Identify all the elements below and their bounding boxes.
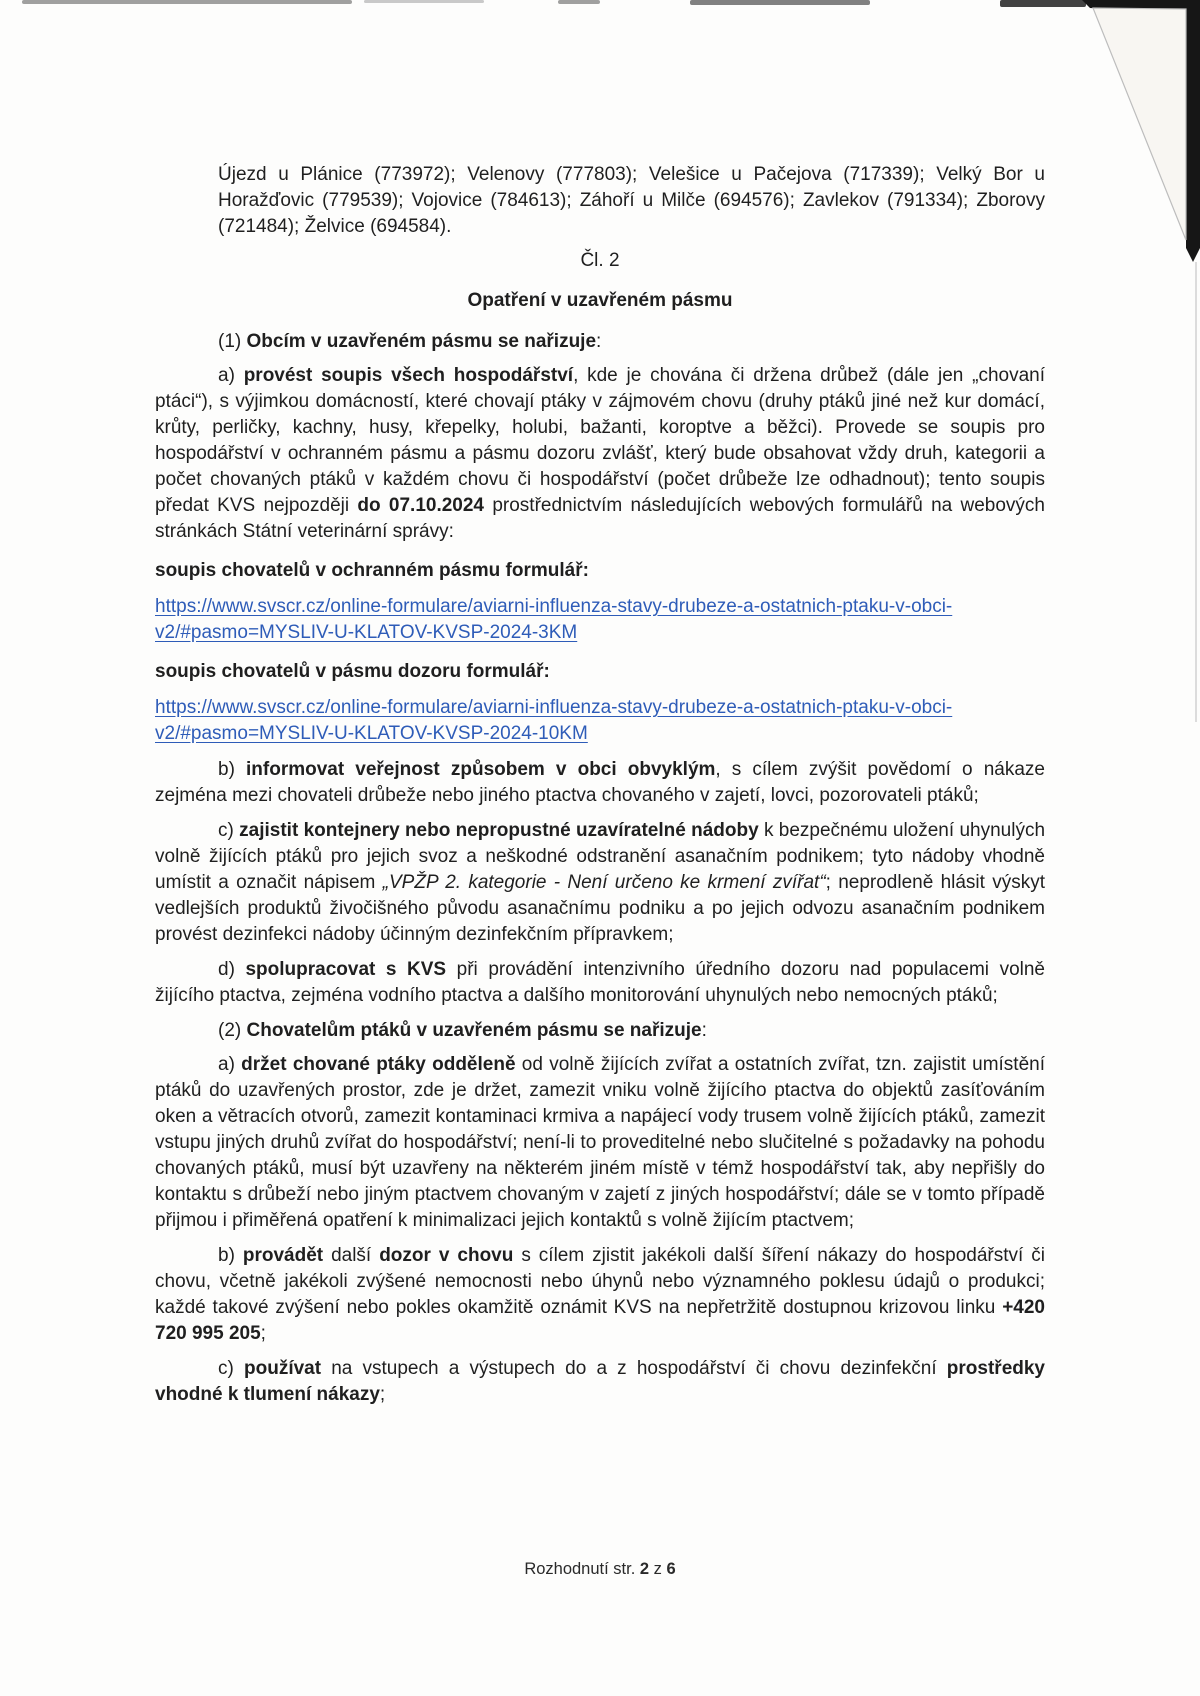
- text-run: ; neprodleně hlásit výskyt vedlejších produktů živočišného původu asanačnímu podniku a po jejich odvozu asanačním podnikem provést dezinfekci nádoby účinným dezinfekčním přípravkem;: [155, 872, 1045, 945]
- text-run: od volně žijících zvířat a ostatních zvířat, tzn. zajistit umístění ptáků do uzavřených prostor, zde je držet, zamezit vniku volně žijícího ptactva do objektů zasíťováním oken a větracích otvorů, zamezit kontaminaci krmiva a napájecí vody trusem volně žijících ptáků, zamezit vstupu jiných druhů zvířat do hospodářství; není-li to proveditelné nebo slučitelné s požadavky na pohodu chovaných ptáků, musí být uzavřeny na některém jiném místě v témž hospodářství tak, aby nepřišly do kontaktu s drůbeží nebo jiným ptactvem chovaným v zajetí z jiných hospodářství; dále se v tomto případě přijmou i přiměřená opatření k minimalizaci jejich kontaktů s volně žijícím ptactvem;: [155, 1054, 1045, 1231]
- footer-separator: z: [649, 1560, 667, 1578]
- text-run: :: [596, 331, 602, 352]
- text-run: spolupracovat s KVS: [245, 959, 447, 980]
- text-run: „VPŽP 2. kategorie - Není určeno ke krmení zvířat“: [382, 872, 826, 893]
- text-run: do 07.10.2024: [357, 495, 485, 516]
- text-run: provádět: [242, 1245, 324, 1266]
- measure-1c-containers: [155, 818, 1045, 948]
- form-url-link[interactable]: https://www.svscr.cz/online-formulare/aviarni-influenza-stavy-drubeze-a-ostatnich-ptaku-v-obci-v2/#pasmo=MYSLIV-U-KLATOV-KVSP-2024-3KM: [155, 596, 953, 643]
- text-run: zajistit kontejnery nebo nepropustné uzavíratelné nádoby: [239, 820, 759, 841]
- text-run: používat: [244, 1358, 322, 1379]
- text-run: :: [701, 1020, 707, 1041]
- text-run: a): [218, 365, 244, 386]
- section-1-heading: [155, 329, 1045, 355]
- form-label-protection-zone: [155, 558, 1045, 584]
- text-run: na vstupech a výstupech do a z hospodářství či chovu dezinfekční: [321, 1358, 947, 1379]
- text-run: prostřednictvím následujících webových formulářů na webových stránkách Státní veterinární správy:: [155, 495, 1046, 542]
- section-2-heading: [155, 1018, 1045, 1044]
- text-run: další: [323, 1245, 380, 1266]
- text-run: Obcím v uzavřeném pásmu se nařizuje: [246, 331, 597, 352]
- form-label-surveillance-zone: [155, 659, 1045, 685]
- document-body: [155, 162, 1045, 1417]
- text-run: dozor v chovu: [379, 1245, 514, 1266]
- text-run: c): [218, 820, 240, 841]
- municipality-list-continuation: [218, 162, 1045, 240]
- measure-2a-keep-birds-separate: [155, 1052, 1045, 1234]
- text-run: a): [218, 1054, 242, 1075]
- text-run: soupis chovatelů v ochranném pásmu formulář:: [155, 560, 589, 581]
- measure-2c-disinfection: [155, 1356, 1045, 1408]
- scan-smudge: [22, 0, 352, 4]
- text-run: ;: [379, 1384, 386, 1405]
- text-run: Čl. 2: [580, 250, 620, 271]
- text-run: c): [218, 1358, 244, 1379]
- protection-zone-form-link: [155, 594, 1045, 646]
- text-run: (2): [218, 1020, 247, 1041]
- page-footer: [155, 1560, 1045, 1579]
- scan-artifact-corner: [1080, 0, 1200, 266]
- text-run: informovat veřejnost způsobem v obci obvyklým: [246, 759, 716, 780]
- form-url-link[interactable]: https://www.svscr.cz/online-formulare/aviarni-influenza-stavy-drubeze-a-ostatnich-ptaku-v-obci-v2/#pasmo=MYSLIV-U-KLATOV-KVSP-2024-10KM: [155, 697, 953, 744]
- text-run: Opatření v uzavřeném pásmu: [467, 290, 733, 311]
- text-run: držet chované ptáky odděleně: [241, 1054, 516, 1075]
- text-run: d): [218, 959, 246, 980]
- measure-1d-cooperate-kvs: [155, 957, 1045, 1009]
- surveillance-zone-form-link: [155, 695, 1045, 747]
- text-run: prostředky vhodné k tlumení nákazy: [155, 1358, 1045, 1405]
- scan-smudge: [364, 0, 484, 3]
- measure-1b-inform-public: [155, 757, 1045, 809]
- text-run: , kde je chována či držena drůbež (dále jen „chovaní ptáci“), s výjimkou domácností, které chovají ptáky v zájmovém chovu (druhy ptáků jiné než kur domácí, krůty, perličky, kachny, husy, křepelky, holubi, bažanti, koroptve a běžci). Provede se soupis pro hospodářství v ochranném pásmu a pásmu dozoru zvlášť, který bude obsahovat vždy druh, kategorii a počet chovaných ptáků v každém chovu či hospodářství (počet drůbeže lze odhadnout); tento soupis předat KVS nejpozději: [155, 365, 1045, 516]
- text-run: +420 720 995 205: [155, 1297, 1045, 1344]
- scan-smudge: [558, 0, 600, 4]
- text-run: (1): [218, 331, 247, 352]
- footer-page-number: 2: [639, 1560, 650, 1578]
- measure-2b-surveillance: [155, 1243, 1045, 1347]
- scan-smudge: [690, 0, 870, 5]
- text-run: ;: [260, 1323, 266, 1344]
- measure-1a-census: [155, 363, 1045, 545]
- corner-shape: [1080, 0, 1200, 266]
- article-number: [155, 248, 1045, 274]
- scan-smudge: [1000, 0, 1086, 7]
- text-run: při provádění intenzivního úředního dozoru nad populacemi volně žijícího ptactva, zejména vodního ptactva a dalšího monitorování uhynulých nebo nemocných ptáků;: [155, 959, 1045, 1006]
- text-run: b): [218, 1245, 243, 1266]
- scan-edge-line: [1195, 262, 1197, 722]
- text-run: soupis chovatelů v pásmu dozoru formulář:: [155, 661, 550, 682]
- footer-prefix: Rozhodnutí str.: [524, 1560, 640, 1578]
- text-run: provést soupis všech hospodářství: [243, 365, 574, 386]
- article-title: [155, 288, 1045, 314]
- text-run: Chovatelům ptáků v uzavřeném pásmu se nařizuje: [246, 1020, 702, 1041]
- text-run: s cílem zjistit jakékoli další šíření nákazy do hospodářství či chovu, včetně jakékoli zvýšené nemocnosti nebo úhynů nebo významného poklesu údajů o produkci; každé takové zvýšení nebo pokles okamžitě oznámit KVS na nepřetržitě dostupnou krizovou linku: [155, 1245, 1045, 1318]
- text-run: , s cílem zvýšit povědomí o nákaze zejména mezi chovateli drůbeže nebo jiného ptactva chovaného v zajetí, lovci, pozorovateli ptáků;: [155, 759, 1045, 806]
- footer-page-total: 6: [666, 1560, 676, 1578]
- text-run: k bezpečnému uložení uhynulých volně žijících ptáků pro jejich svoz a neškodné odstranění asanačním podnikem; tyto nádoby vhodně umístit a označit nápisem: [155, 820, 1046, 893]
- text-run: Újezd u Plánice (773972); Velenovy (777803); Velešice u Pačejova (717339); Velký Bor u Horažďovic (779539); Vojovice (784613); Záhoří u Milče (694576); Zavlekov (791334); Zborovy (721484); Želvice (694584).: [218, 164, 1045, 237]
- text-run: b): [218, 759, 246, 780]
